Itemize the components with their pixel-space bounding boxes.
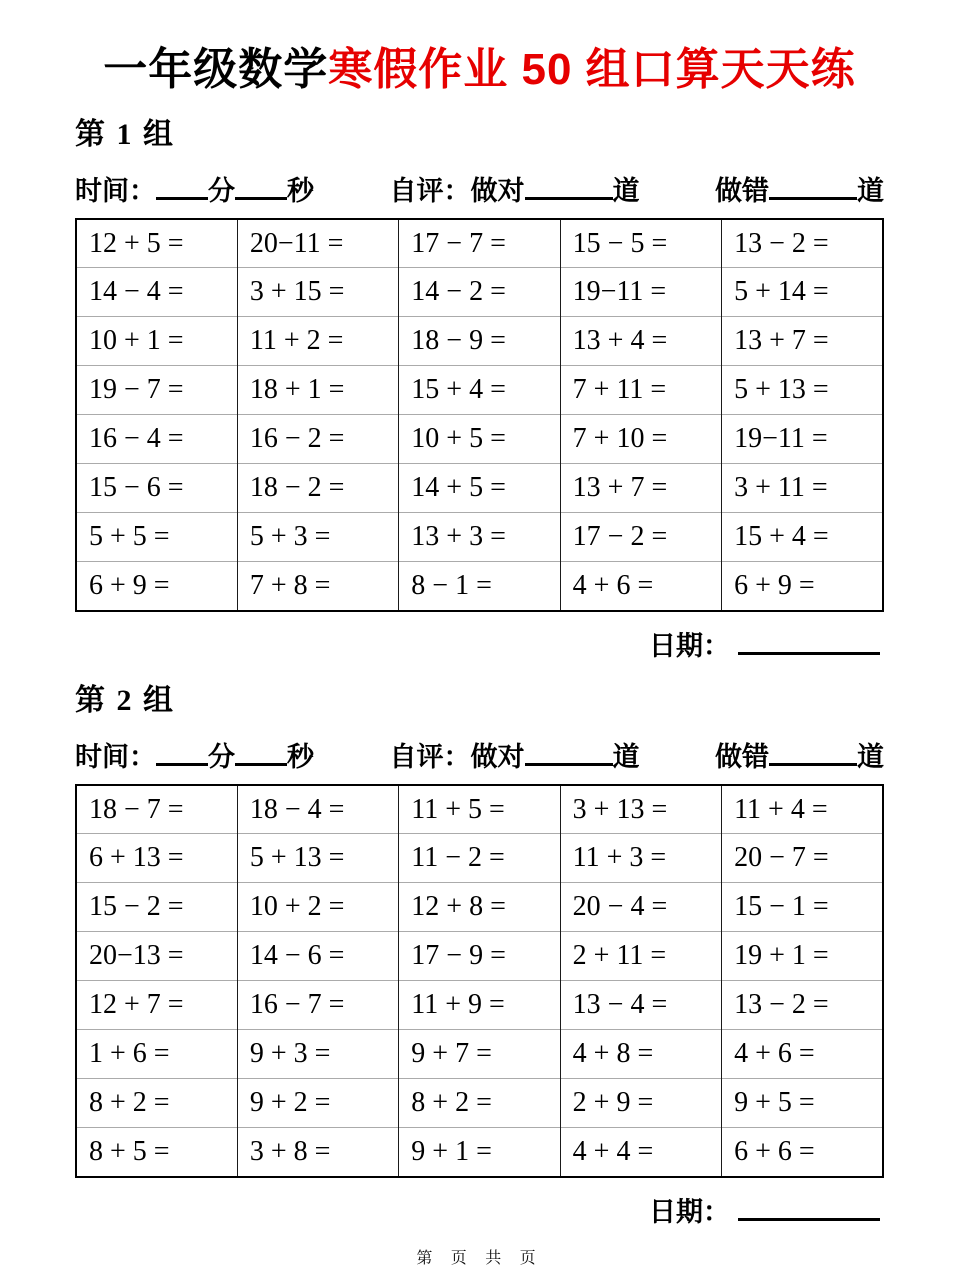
problem-cell: 10 + 2 = <box>237 883 398 932</box>
problem-cell: 11 + 5 = <box>399 785 560 834</box>
problem-cell: 12 + 8 = <box>399 883 560 932</box>
problem-cell: 20−13 = <box>76 932 237 981</box>
problem-cell: 17 − 7 = <box>399 219 560 268</box>
page-footer <box>75 1245 884 1268</box>
problem-cell: 13 + 3 = <box>399 513 560 562</box>
problem-cell: 13 + 7 = <box>722 317 883 366</box>
problem-cell: 20 − 7 = <box>722 834 883 883</box>
wrong-count-blank <box>769 174 857 200</box>
group-1-problems-body <box>76 219 883 611</box>
second-label: 秒 <box>287 175 314 206</box>
problem-cell: 20 − 4 = <box>560 883 721 932</box>
problem-cell: 6 + 9 = <box>76 562 237 611</box>
problem-cell: 3 + 13 = <box>560 785 721 834</box>
problem-cell: 9 + 5 = <box>722 1079 883 1128</box>
problem-cell: 15 − 6 = <box>76 464 237 513</box>
time-label: 时间： <box>75 741 156 772</box>
problem-cell: 13 − 4 = <box>560 981 721 1030</box>
problem-cell: 15 + 4 = <box>399 366 560 415</box>
problem-cell: 18 − 4 = <box>237 785 398 834</box>
problem-cell: 17 − 9 = <box>399 932 560 981</box>
problem-row <box>76 1030 883 1079</box>
problem-cell: 11 + 3 = <box>560 834 721 883</box>
problem-cell: 5 + 5 = <box>76 513 237 562</box>
correct-field <box>390 169 640 208</box>
problem-cell: 4 + 8 = <box>560 1030 721 1079</box>
group-1-info-line <box>75 169 884 208</box>
group-2-heading: 第 2 组 <box>75 683 175 717</box>
problem-row <box>76 785 883 834</box>
time-minutes-blank <box>156 740 208 766</box>
time-seconds-blank <box>235 740 287 766</box>
page-title-black: 一年级数学 <box>103 45 329 94</box>
date-blank <box>738 629 880 655</box>
wrong-count-blank <box>769 740 857 766</box>
problem-cell: 15 − 5 = <box>560 219 721 268</box>
wrong-field <box>715 735 884 774</box>
problem-cell: 6 + 6 = <box>722 1128 883 1177</box>
problem-cell: 19−11 = <box>722 415 883 464</box>
problem-cell: 11 − 2 = <box>399 834 560 883</box>
problem-cell: 3 + 11 = <box>722 464 883 513</box>
problem-row <box>76 1128 883 1177</box>
problem-cell: 7 + 10 = <box>560 415 721 464</box>
problem-cell: 16 − 2 = <box>237 415 398 464</box>
problem-cell: 8 + 2 = <box>76 1079 237 1128</box>
problem-cell: 12 + 7 = <box>76 981 237 1030</box>
problem-cell: 5 + 14 = <box>722 268 883 317</box>
problem-cell: 6 + 9 = <box>722 562 883 611</box>
problem-cell: 19−11 = <box>560 268 721 317</box>
problem-cell: 5 + 13 = <box>237 834 398 883</box>
worksheet-group-1 <box>75 109 884 663</box>
group-1-problems-table <box>75 218 884 612</box>
problem-row <box>76 1079 883 1128</box>
wrong-label: 做错 <box>715 175 769 206</box>
problem-row <box>76 268 883 317</box>
problem-cell: 2 + 11 = <box>560 932 721 981</box>
problem-cell: 1 + 6 = <box>76 1030 237 1079</box>
worksheet-group-2 <box>75 675 884 1229</box>
problem-cell: 4 + 6 = <box>560 562 721 611</box>
self-eval-label: 自评：做对 <box>389 741 525 772</box>
group-1-heading: 第 1 组 <box>75 117 175 151</box>
problem-row <box>76 562 883 611</box>
problem-cell: 14 + 5 = <box>399 464 560 513</box>
problem-cell: 20−11 = <box>237 219 398 268</box>
problem-cell: 4 + 6 = <box>722 1030 883 1079</box>
minute-label: 分 <box>208 175 235 206</box>
problem-cell: 14 − 6 = <box>237 932 398 981</box>
problem-cell: 9 + 3 = <box>237 1030 398 1079</box>
problem-cell: 11 + 4 = <box>722 785 883 834</box>
problem-cell: 15 − 2 = <box>76 883 237 932</box>
problem-cell: 9 + 1 = <box>399 1128 560 1177</box>
problem-row <box>76 932 883 981</box>
self-eval-label: 自评：做对 <box>389 175 525 206</box>
page-title <box>75 44 884 97</box>
problem-row <box>76 981 883 1030</box>
page-title-red: 寒假作业 50 组口算天天练 <box>328 45 856 94</box>
wrong-unit-label: 道 <box>857 175 884 206</box>
problem-cell: 3 + 15 = <box>237 268 398 317</box>
problem-cell: 18 + 1 = <box>237 366 398 415</box>
problem-row <box>76 464 883 513</box>
date-blank <box>738 1195 880 1221</box>
problem-cell: 17 − 2 = <box>560 513 721 562</box>
problem-cell: 8 − 1 = <box>399 562 560 611</box>
group-2-info-line <box>75 735 884 774</box>
problem-cell: 12 + 5 = <box>89 227 184 259</box>
problem-cell: 16 − 7 = <box>237 981 398 1030</box>
problem-cell: 19 + 1 = <box>722 932 883 981</box>
problem-row <box>76 317 883 366</box>
problem-row <box>76 513 883 562</box>
group-2-problems-body <box>76 785 883 1177</box>
wrong-field <box>715 169 884 208</box>
problem-cell: 4 + 4 = <box>560 1128 721 1177</box>
problem-cell: 13 + 4 = <box>560 317 721 366</box>
page-footer-text: 第 页 共 页 <box>416 1249 543 1267</box>
group-2-problems-table <box>75 784 884 1178</box>
problem-cell: 16 − 4 = <box>76 415 237 464</box>
problem-cell: 15 − 1 = <box>722 883 883 932</box>
problem-cell: 15 + 4 = <box>722 513 883 562</box>
problem-cell: 14 − 4 = <box>76 268 237 317</box>
time-field <box>75 735 314 774</box>
problem-cell: 8 + 5 = <box>76 1128 237 1177</box>
problem-cell: 13 − 2 = <box>722 981 883 1030</box>
problem-row <box>76 883 883 932</box>
problem-cell: 18 − 9 = <box>399 317 560 366</box>
date-label: 日期： <box>649 630 730 661</box>
problem-cell: 9 + 2 = <box>237 1079 398 1128</box>
problem-cell: 8 + 2 = <box>399 1079 560 1128</box>
group-1-date-line <box>75 624 884 663</box>
problem-cell: 11 + 2 = <box>237 317 398 366</box>
time-field <box>75 169 314 208</box>
time-seconds-blank <box>235 174 287 200</box>
problem-cell: 13 + 7 = <box>560 464 721 513</box>
problem-row <box>76 366 883 415</box>
minute-label: 分 <box>208 741 235 772</box>
problem-cell: 19 − 7 = <box>76 366 237 415</box>
correct-field <box>390 735 640 774</box>
problem-cell: 5 + 3 = <box>237 513 398 562</box>
time-minutes-blank <box>156 174 208 200</box>
problem-cell: 18 − 7 = <box>89 793 184 825</box>
problem-cell: 13 − 2 = <box>722 219 883 268</box>
problem-cell: 9 + 7 = <box>399 1030 560 1079</box>
problem-cell: 6 + 13 = <box>76 834 237 883</box>
second-label: 秒 <box>287 741 314 772</box>
problem-cell: 7 + 8 = <box>237 562 398 611</box>
wrong-label: 做错 <box>715 741 769 772</box>
time-label: 时间： <box>75 175 156 206</box>
problem-cell: 7 + 11 = <box>560 366 721 415</box>
problem-cell: 3 + 8 = <box>237 1128 398 1177</box>
date-label: 日期： <box>649 1196 730 1227</box>
problem-cell: 14 − 2 = <box>399 268 560 317</box>
problem-row <box>76 834 883 883</box>
group-2-date-line <box>75 1190 884 1229</box>
problem-cell: 10 + 1 = <box>76 317 237 366</box>
correct-unit-label: 道 <box>612 175 640 206</box>
wrong-unit-label: 道 <box>857 741 884 772</box>
problem-cell: 5 + 13 = <box>722 366 883 415</box>
correct-unit-label: 道 <box>612 741 640 772</box>
problem-row <box>76 415 883 464</box>
problem-cell: 2 + 9 = <box>560 1079 721 1128</box>
correct-count-blank <box>525 740 613 766</box>
problem-cell: 11 + 9 = <box>399 981 560 1030</box>
problem-cell: 10 + 5 = <box>399 415 560 464</box>
problem-row <box>76 219 883 268</box>
problem-cell: 18 − 2 = <box>237 464 398 513</box>
correct-count-blank <box>525 174 613 200</box>
